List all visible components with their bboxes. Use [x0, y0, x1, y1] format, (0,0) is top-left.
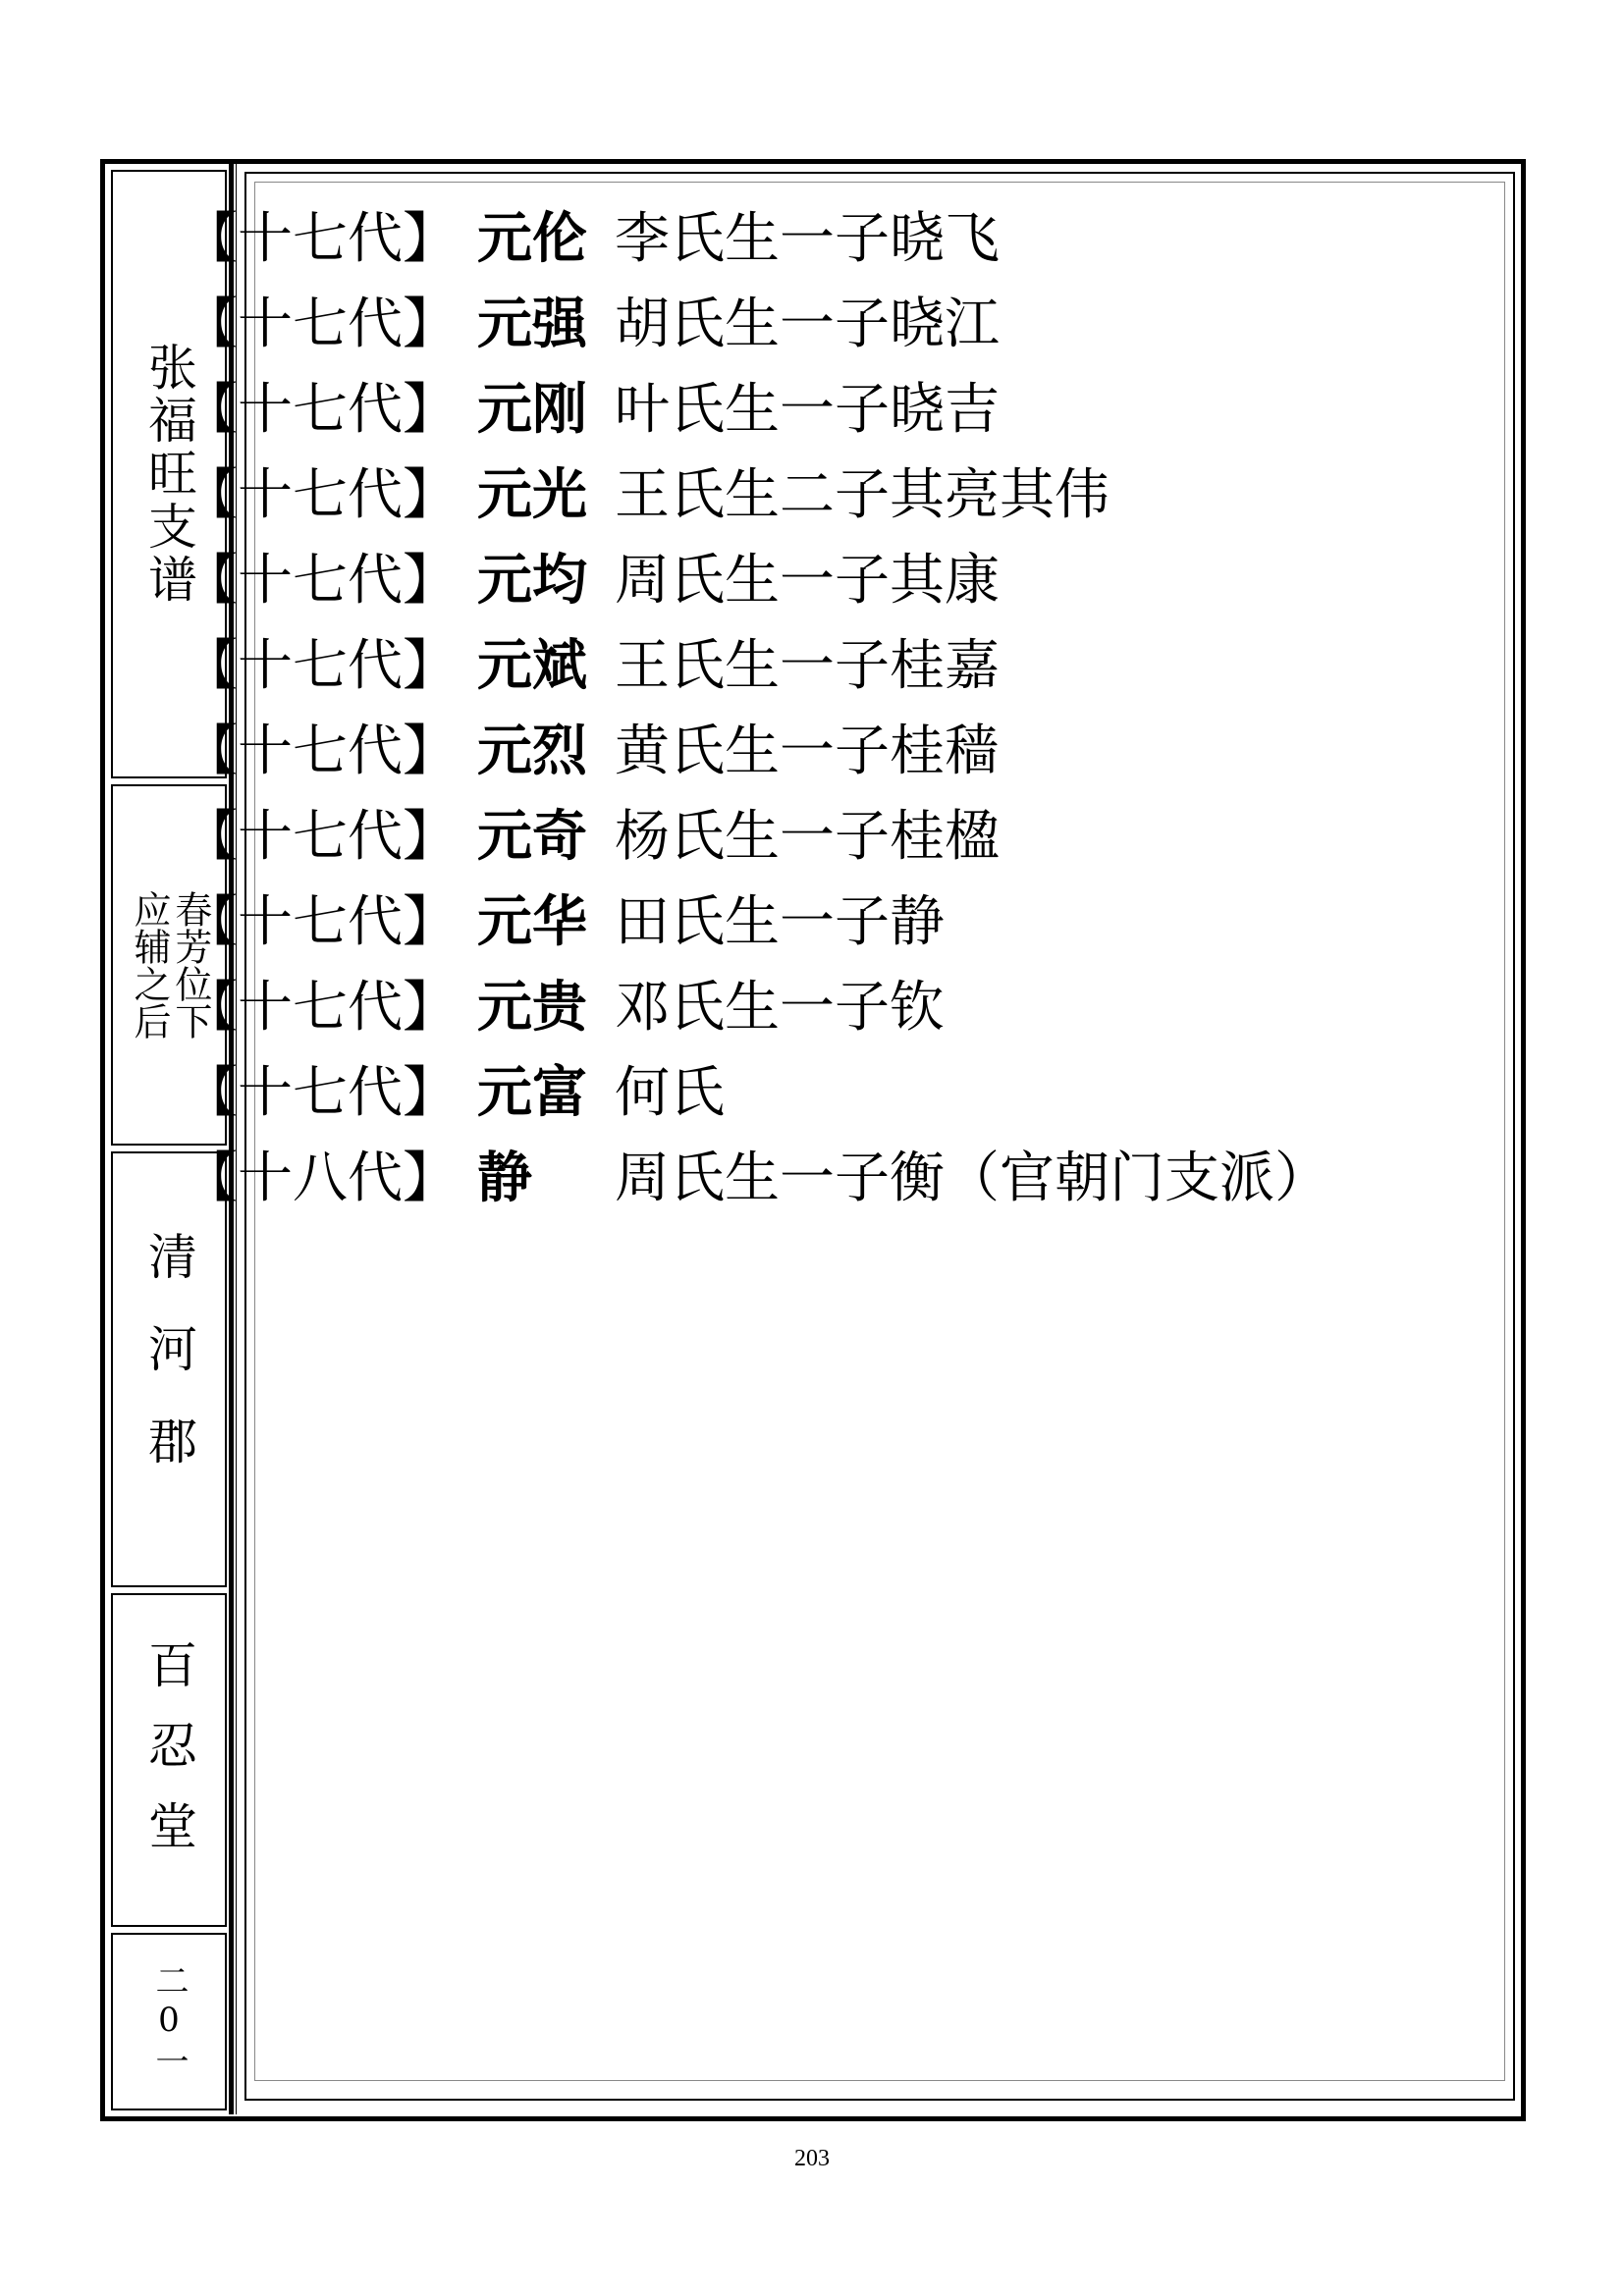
- genealogy-entry: [183, 1136, 1329, 1221]
- entry-description: 周氏生一子其康: [615, 549, 1000, 613]
- genealogy-entry: [183, 453, 1329, 538]
- person-name: 元光: [477, 463, 587, 527]
- person-name: 元均: [477, 549, 587, 613]
- generation-label: 【十七代】: [183, 805, 458, 869]
- branch-line-2: 应辅之后: [128, 890, 171, 1040]
- person-name: 元强: [477, 293, 587, 356]
- person-name: 元斌: [477, 634, 587, 698]
- entry-description: 邓氏生一子钦: [615, 976, 945, 1040]
- volume-page-number: 二0一: [149, 1962, 189, 2081]
- generation-label: 【十八代】: [183, 1147, 458, 1210]
- entry-description: 李氏生一子晓飞: [615, 207, 1000, 271]
- entry-description: 胡氏生一子晓江: [615, 293, 1000, 356]
- genealogy-entry: [183, 965, 1329, 1050]
- generation-label: 【十七代】: [183, 378, 458, 442]
- entry-description: 杨氏生一子桂楹: [615, 805, 1000, 869]
- entry-description: 黄氏生一子桂穑: [615, 720, 1000, 783]
- genealogy-entry: [183, 1050, 1329, 1136]
- genealogy-entry: [183, 880, 1329, 965]
- region-name: 清河郡: [140, 1231, 197, 1508]
- sidebar-page-cell: [111, 1933, 227, 2110]
- genealogy-entry: [183, 367, 1329, 453]
- generation-label: 【十七代】: [183, 293, 458, 356]
- entry-description: 叶氏生一子晓吉: [615, 378, 1000, 442]
- person-name: 元刚: [477, 378, 587, 442]
- genealogy-entry: [183, 282, 1329, 367]
- person-name: 元贵: [477, 976, 587, 1040]
- genealogy-entry: [183, 196, 1329, 282]
- person-name: 元华: [477, 890, 587, 954]
- sidebar-hall-cell: [111, 1593, 227, 1927]
- genealogy-entries: [183, 196, 1329, 1221]
- genealogy-entry: [183, 538, 1329, 623]
- person-name: 元奇: [477, 805, 587, 869]
- generation-label: 【十七代】: [183, 549, 458, 613]
- person-name: 元烈: [477, 720, 587, 783]
- generation-label: 【十七代】: [183, 720, 458, 783]
- generation-label: 【十七代】: [183, 207, 458, 271]
- person-name: 静: [477, 1147, 532, 1210]
- generation-label: 【十七代】: [183, 634, 458, 698]
- generation-label: 【十七代】: [183, 1061, 458, 1125]
- entry-description: 王氏生二子其亮其伟: [615, 463, 1110, 527]
- entry-description: 周氏生一子衡（官朝门支派）: [615, 1147, 1329, 1210]
- entry-description: 王氏生一子桂嘉: [615, 634, 1000, 698]
- hall-name: 百忍堂: [140, 1639, 197, 1881]
- page-number: 203: [794, 2146, 830, 2171]
- generation-label: 【十七代】: [183, 976, 458, 1040]
- person-name: 元伦: [477, 207, 587, 271]
- entry-description: 何氏: [615, 1061, 725, 1125]
- generation-label: 【十七代】: [183, 890, 458, 954]
- entry-description: 田氏生一子静: [615, 890, 945, 954]
- person-name: 元富: [477, 1061, 587, 1125]
- genealogy-title: 张福旺支谱: [140, 342, 197, 607]
- genealogy-entry: [183, 794, 1329, 880]
- generation-label: 【十七代】: [183, 463, 458, 527]
- branch-line-1: 春芳位下: [168, 890, 212, 1040]
- genealogy-entry: [183, 709, 1329, 794]
- genealogy-entry: [183, 623, 1329, 709]
